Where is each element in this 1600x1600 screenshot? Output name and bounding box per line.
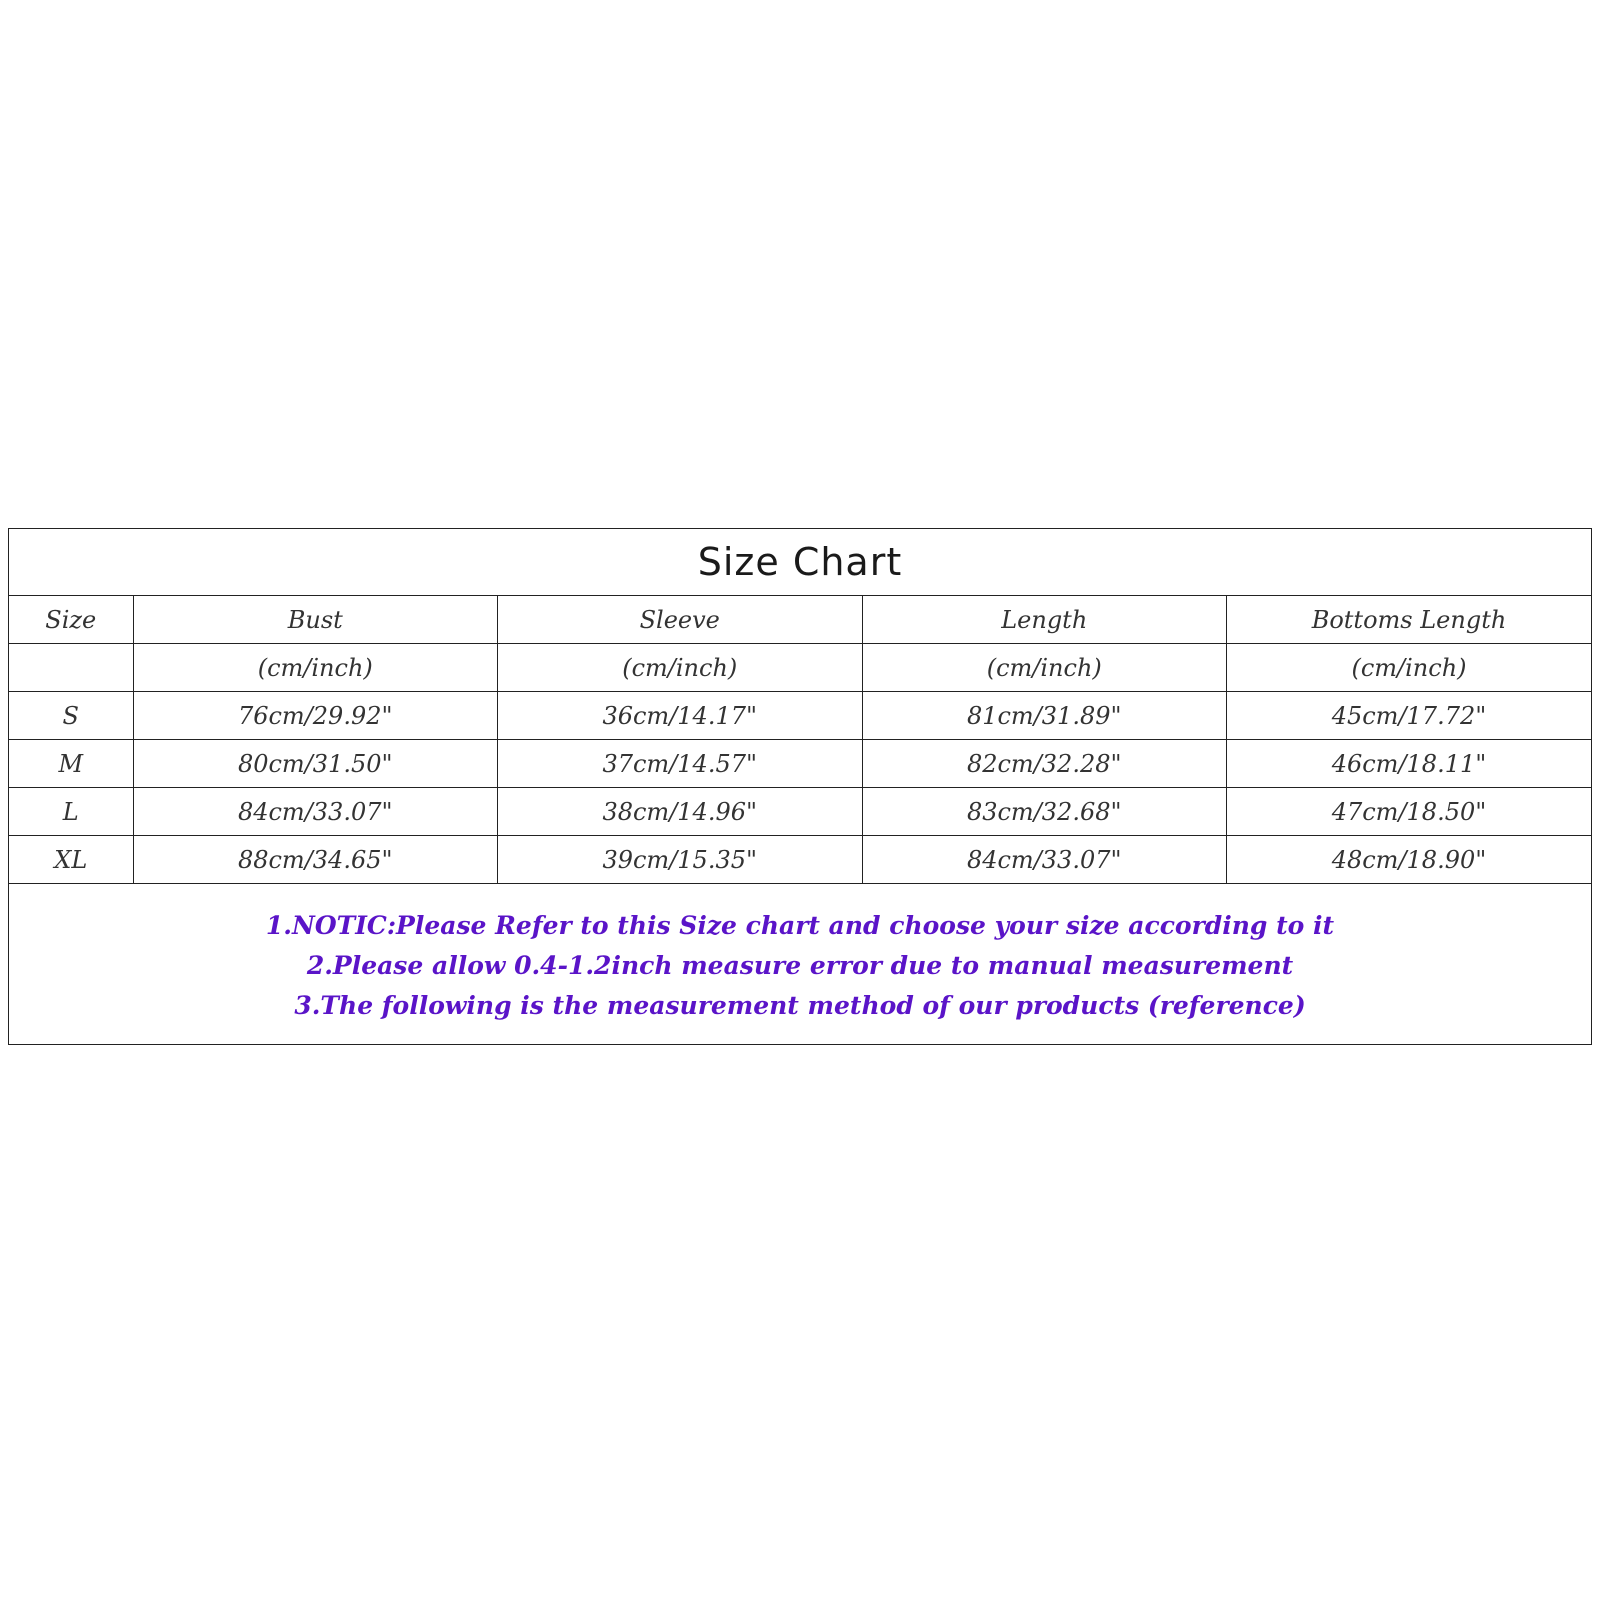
unit-bust: (cm/inch) (133, 644, 498, 692)
length-cell: 84cm/33.07" (862, 836, 1227, 884)
unit-sleeve: (cm/inch) (498, 644, 863, 692)
size-chart (8, 528, 1592, 1045)
length-cell: 83cm/32.68" (862, 788, 1227, 836)
length-cell: 82cm/32.28" (862, 740, 1227, 788)
bust-cell: 84cm/33.07" (133, 788, 498, 836)
bottoms-length-cell: 47cm/18.50" (1227, 788, 1592, 836)
chart-title: Size Chart (9, 529, 1591, 596)
size-cell: L (9, 788, 133, 836)
size-cell: XL (9, 836, 133, 884)
header-size: Size (9, 596, 133, 644)
size-table (9, 596, 1591, 884)
sleeve-cell: 37cm/14.57" (498, 740, 863, 788)
table-row (9, 740, 1591, 788)
bust-cell: 76cm/29.92" (133, 692, 498, 740)
units-row (9, 644, 1591, 692)
unit-size (9, 644, 133, 692)
bust-cell: 80cm/31.50" (133, 740, 498, 788)
size-cell: S (9, 692, 133, 740)
sleeve-cell: 38cm/14.96" (498, 788, 863, 836)
length-cell: 81cm/31.89" (862, 692, 1227, 740)
note-line: 3.The following is the measurement method of our products (reference) (294, 991, 1306, 1020)
note-line: 1.NOTIC:Please Refer to this Size chart and choose your size according to it (265, 911, 1335, 940)
size-cell: M (9, 740, 133, 788)
unit-bottoms-length: (cm/inch) (1227, 644, 1592, 692)
unit-length: (cm/inch) (862, 644, 1227, 692)
table-row (9, 692, 1591, 740)
header-sleeve: Sleeve (498, 596, 863, 644)
header-bust: Bust (133, 596, 498, 644)
note-line: 2.Please allow 0.4-1.2inch measure error due to manual measurement (306, 951, 1294, 980)
sleeve-cell: 36cm/14.17" (498, 692, 863, 740)
sleeve-cell: 39cm/15.35" (498, 836, 863, 884)
table-row (9, 836, 1591, 884)
bottoms-length-cell: 45cm/17.72" (1227, 692, 1592, 740)
bottoms-length-cell: 48cm/18.90" (1227, 836, 1592, 884)
table-row (9, 788, 1591, 836)
header-bottoms-length: Bottoms Length (1227, 596, 1592, 644)
bust-cell: 88cm/34.65" (133, 836, 498, 884)
header-length: Length (862, 596, 1227, 644)
bottoms-length-cell: 46cm/18.11" (1227, 740, 1592, 788)
header-row (9, 596, 1591, 644)
notes-section (9, 884, 1591, 1044)
